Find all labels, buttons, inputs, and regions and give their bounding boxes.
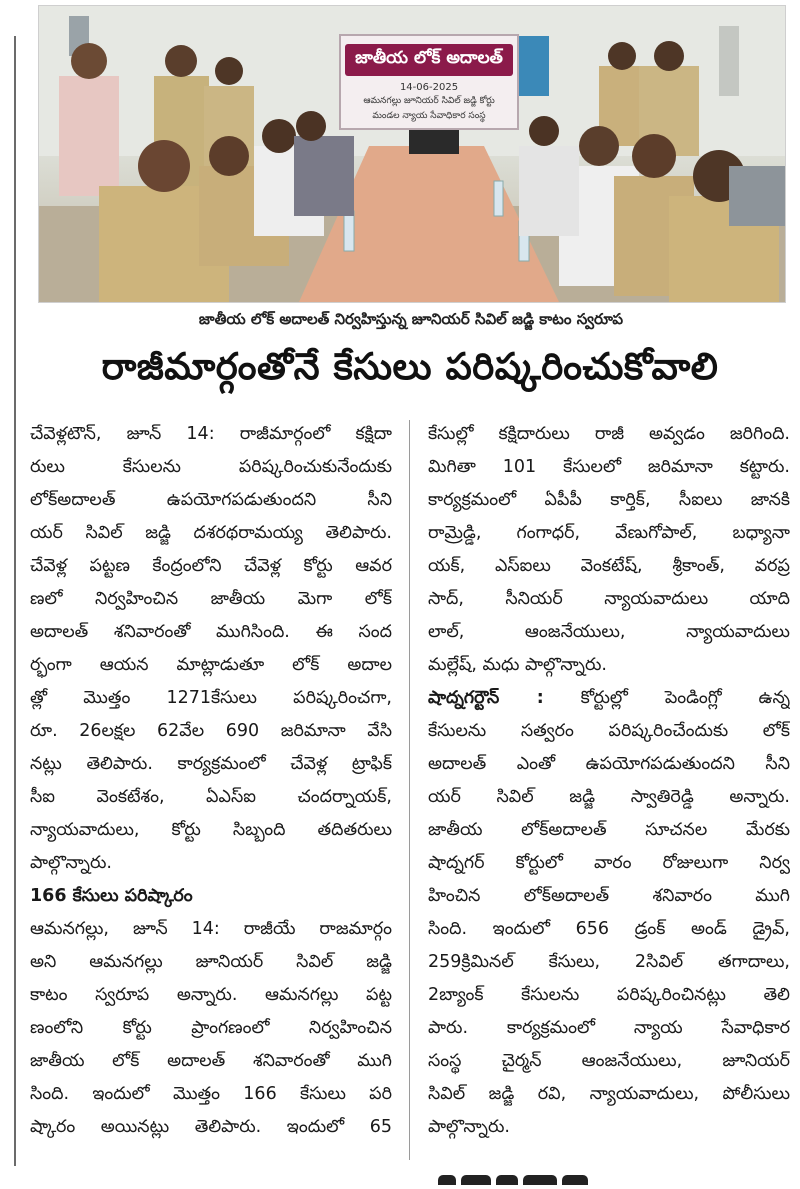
photo-caption: జాతీయ లోక్ అదాలత్ నిర్వహిస్తున్న జూనియర్ సివిల్ జడ్జి కాటం స్వరూప [198,310,624,328]
article-text-line: త్లో మొత్తం 1271కేసులు పరిష్కరించగా, [30,688,392,708]
article-text-line: జాతీయ లోక్ అదాలత్ శనివారంతో ముగి [30,1051,392,1071]
article-text-line: సింది. ఇందులో 656 డ్రంక్ అండ్ డ్రైవ్, [428,919,790,939]
article-text-line: లాల్, ఆంజనేయులు, న్యాయవాదులు [428,622,790,642]
article-text-line: నట్లు తెలిపారు. కార్యక్రమంలో చేవెళ్ల ట్రాఫిక్ [30,754,392,774]
article-text-line: యర్ సివిల్ జడ్జి స్వాతిరెడ్డి అన్నారు. [428,787,790,807]
article-text-line: సంస్థ చైర్మన్ ఆంజనేయులు, జూనియర్ [428,1051,790,1071]
chair-shape [729,166,785,226]
banner-title: జాతీయ లోక్ అదాలత్ [345,44,513,76]
article-text-line: షాద్నగర్ కోర్టులో వారం రోజులుగా నిర్వ [428,853,790,873]
article-text-line: అని ఆమనగల్లు జూనియర్ సివిల్ జడ్జి [30,952,392,972]
article-text-line: యక్, ఎస్ఐలు వెంకటేష్, శ్రీకాంత్, వరప్ర [428,556,790,576]
article-text-line: అదాలత్ ఎంతో ఉపయోగపడుతుందని సీని [428,754,790,774]
article-text-line: రామ్రెడ్డి, గంగాధర్, వేణుగోపాల్, బధ్యానా [428,523,790,543]
article-text-line: కేసులను సత్వరం పరిష్కరించేందుకు లోక్ [428,721,790,741]
banner-line-2: మండల న్యాయ సేవాధికార సంస్థ [372,111,486,121]
article-text-line: కాటం స్వరూప అన్నారు. ఆమనగల్లు పట్ట [30,985,392,1005]
banner-date: 14-06-2025 [399,82,459,93]
article-text-line: ణంలోని కోర్టు ప్రాంగణంలో నిర్వహించిన [30,1018,392,1038]
article-text-line: జాతీయ లోక్అదాలత్ సూచనల మేరకు [428,820,790,840]
section-subhead: 166 కేసులు పరిష్కారం [30,886,193,906]
banner-line-1: ఆమనగల్లు జూనియర్ సివిల్ జడ్జి కోర్టు [363,96,495,106]
article-text-line: లోక్అదాలత్ ఉపయోగపడుతుందని సీని [30,490,392,510]
next-headline-fragment [438,1170,658,1183]
laptop-shape [409,126,459,154]
article-text-line: పాల్గొన్నారు. [30,853,112,873]
article-text-line: చేవెళ్ల పట్టణ కేంద్రంలోని చేవెళ్ల కోర్టు ఆవర [30,556,392,576]
article-text-line: మల్లేష్, మధు పాల్గొన్నారు. [428,655,607,675]
event-banner [339,34,519,130]
article-text-line: ర్భంగా ఆయన మాట్లాడుతూ లోక్ అదాల [30,655,392,675]
article-text-line: మిగితా 101 కేసులలో జరిమానా కట్టారు. [428,457,790,477]
article-text-line: అదాలత్ శనివారంతో ముగిసింది. ఈ సంద [30,622,392,642]
article-text-line: పారు. కార్యక్రమంలో న్యాయ సేవాధికార [428,1018,790,1038]
article-text-line: సీఐ వెంకటేశం, ఏఎస్ఐ చందర్నాయక్, [30,787,392,807]
article-text-line: 259క్రిమినల్ కేసులు, 2సివిల్ తగాదాలు, [428,952,790,972]
page-left-rule [14,36,16,1166]
article-text-line: కేసుల్లో కక్షిదారులు రాజీ అవ్వడం జరిగింది. [428,424,790,444]
column-divider [409,420,410,1160]
news-photo [38,5,786,303]
article-text-line [428,682,790,715]
article-text-line: సివిల్ జడ్జి రవి, న్యాయవాదులు, పోలీసులు [428,1084,790,1104]
article-text-line: కార్యక్రమంలో ఏపీపీ కార్తిక్, సీఐలు జానకి [428,490,790,510]
article-text-line: సింది. ఇందులో మొత్తం 166 కేసులు పరి [30,1084,392,1104]
article-text-line: రూ. 26లక్షల 62వేల 690 జరిమానా వేసి [30,721,392,741]
article-text-line: చేవెళ్లటౌన్, జూన్ 14: రాజీమార్గంలో కక్షిదా [30,424,392,444]
article-text-line: పాల్గొన్నారు. [428,1117,510,1137]
article-text-line: యర్ సివిల్ జడ్జి దశరథరామయ్య తెలిపారు. [30,523,392,543]
article-text-line: సాద్, సీనియర్ న్యాయవాదులు యాది [428,589,790,609]
dateline: షాద్నగర్టౌన్ : [428,688,544,708]
article-text-line: ష్కారం అయినట్లు తెలిపారు. ఇందులో 65 [30,1117,392,1137]
article-text-line: ఆమనగల్లు, జూన్ 14: రాజీయే రాజమార్గం [30,919,392,939]
article-text-line: ణలో నిర్వహించిన జాతీయ మెగా లోక్ [30,589,392,609]
article-text-line: న్యాయవాదులు, కోర్టు సిబ్బంది తదితరులు [30,820,392,840]
article-column-left [30,418,392,1144]
article-headline: రాజీమార్గంతోనే కేసులు పరిష్కరించుకోవాలి [101,345,719,388]
article-text-line: హించిన లోక్అదాలత్ శనివారం ముగి [428,886,790,906]
article-column-right [428,418,790,1144]
dateline-continuation: కోర్టుల్లో పెండింగ్లో ఉన్న [543,688,790,708]
article-text-line: రులు కేసులను పరిష్కరించుకునేందుకు [30,457,392,477]
article-text-line: 2బ్యాంక్ కేసులను పరిష్కరించినట్లు తెలి [428,985,790,1005]
